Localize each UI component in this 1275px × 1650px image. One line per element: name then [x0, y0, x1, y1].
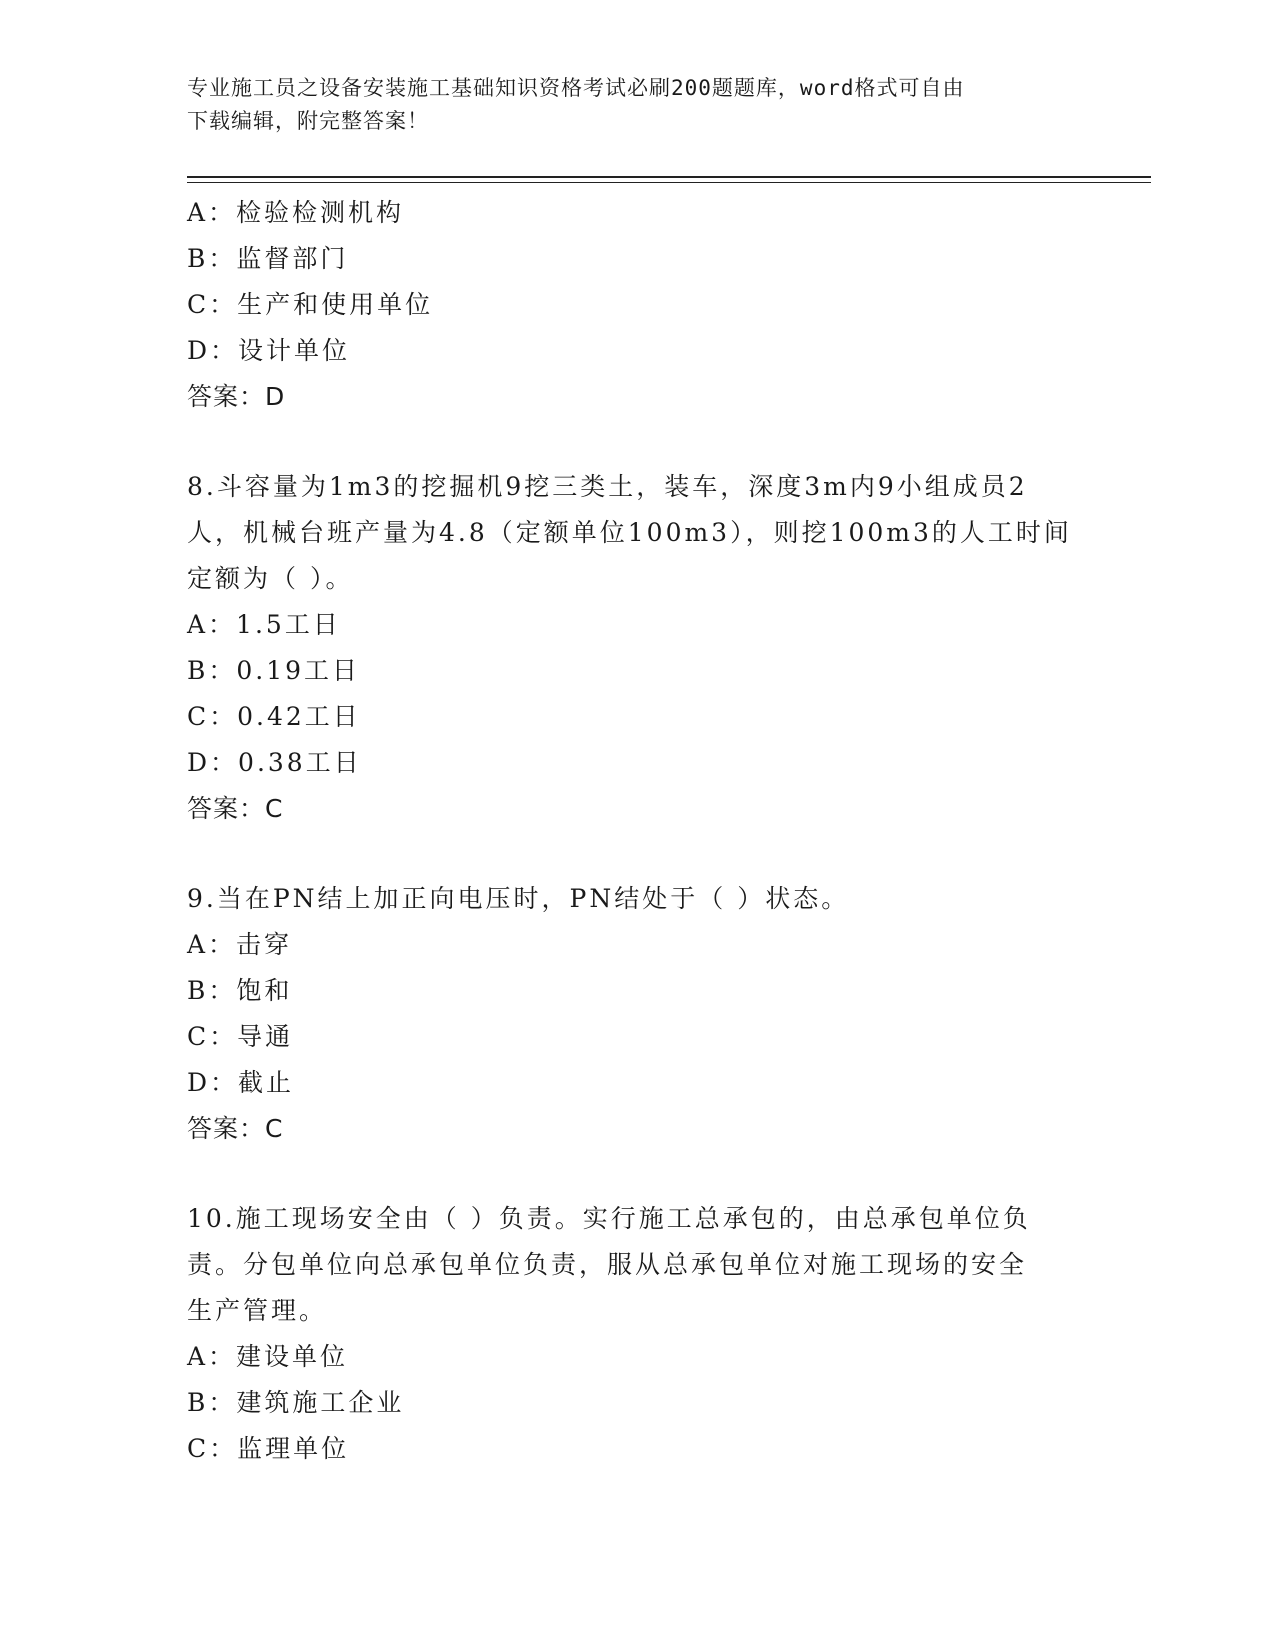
- question-10: [187, 1196, 1067, 1472]
- document-header: [187, 72, 1087, 138]
- option-d: D：截止: [187, 1068, 295, 1097]
- option-a: A：击穿: [187, 930, 293, 959]
- option-d: D：0.38工日: [187, 748, 362, 777]
- answer: 答案：D: [187, 382, 286, 411]
- header-line-2: 下载编辑，附完整答案！: [187, 109, 429, 133]
- question-stem-line: 8.斗容量为1m3的挖掘机9挖三类土，装车，深度3m内9小组成员2: [187, 472, 1028, 501]
- spacer: [187, 832, 1067, 876]
- answer: 答案：C: [187, 794, 284, 823]
- question-9: [187, 876, 1067, 1152]
- option-b: B：监督部门: [187, 244, 349, 273]
- question-stem-line: 9.当在PN结上加正向电压时，PN结处于（ ）状态。: [187, 884, 850, 913]
- spacer: [187, 420, 1067, 464]
- option-b: B：建筑施工企业: [187, 1388, 405, 1417]
- question-list: [187, 190, 1072, 1472]
- spacer: [187, 1152, 1067, 1196]
- option-d: D：设计单位: [187, 336, 351, 365]
- option-a: A：建设单位: [187, 1342, 349, 1371]
- option-c: C：0.42工日: [187, 702, 361, 731]
- header-divider-thick: [187, 176, 1151, 178]
- option-c: C：生产和使用单位: [187, 290, 434, 319]
- option-b: B：0.19工日: [187, 656, 361, 685]
- answer: 答案：C: [187, 1114, 284, 1143]
- option-a: A：检验检测机构: [187, 198, 405, 227]
- question-stem-line: 人，机械台班产量为4.8（定额单位100m3），则挖100m3的人工时间: [187, 518, 1072, 547]
- question-8: [187, 464, 1072, 832]
- option-c: C：导通: [187, 1022, 294, 1051]
- question-stem-line: 生产管理。: [187, 1296, 328, 1325]
- header-divider-thin: [187, 182, 1151, 183]
- question-stem-line: 责。分包单位向总承包单位负责，服从总承包单位对施工现场的安全: [187, 1250, 1028, 1279]
- question-7: [187, 190, 1067, 420]
- question-stem-line: 10.施工现场安全由（ ）负责。实行施工总承包的，由总承包单位负: [187, 1204, 1031, 1233]
- question-stem-line: 定额为（ ）。: [187, 564, 354, 593]
- header-line-1: 专业施工员之设备安装施工基础知识资格考试必刷200题题库，word格式可自由: [187, 76, 965, 100]
- option-b: B：饱和: [187, 976, 293, 1005]
- option-c: C：监理单位: [187, 1434, 350, 1463]
- option-a: A：1.5工日: [187, 610, 341, 639]
